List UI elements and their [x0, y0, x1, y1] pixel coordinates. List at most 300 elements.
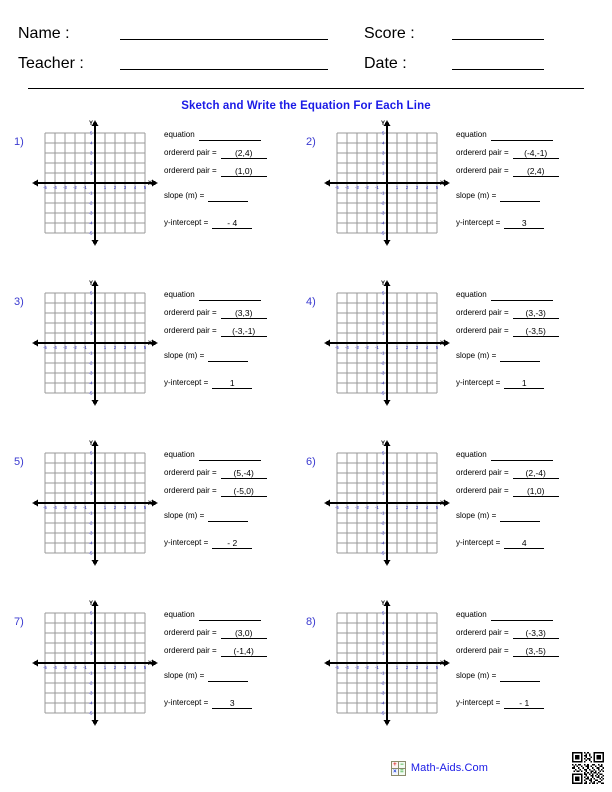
x-tick-label: -1 — [375, 665, 379, 671]
y-intercept-field — [456, 218, 598, 229]
equation-field — [456, 290, 598, 301]
y-tick-label: -4 — [88, 700, 93, 706]
y-tick-label: -2 — [88, 200, 93, 206]
slope-blank[interactable] — [208, 351, 248, 362]
y-intercept-label: y-intercept = — [456, 538, 501, 548]
ordered-pair-1-value: (-4,-1) — [524, 148, 548, 158]
ordered-pair-1-field — [164, 308, 306, 319]
x-tick-label: 2 — [405, 505, 409, 511]
problem-7 — [14, 600, 306, 760]
x-tick-label: 1 — [395, 505, 399, 511]
ordered-pair-2-label: ordererd pair = — [164, 166, 217, 176]
problem-row — [14, 280, 598, 440]
ordered-pair-2-field — [456, 486, 598, 497]
x-tick-label: -3 — [355, 505, 359, 511]
x-tick-label: 2 — [113, 345, 117, 351]
x-tick-label: -5 — [43, 665, 47, 671]
y-intercept-value: 4 — [521, 538, 527, 548]
problem-4 — [306, 280, 598, 440]
graph-area[interactable] — [32, 600, 158, 746]
slope-field — [456, 351, 598, 362]
slope-field — [164, 351, 306, 362]
y-tick-label: 3 — [90, 630, 93, 636]
equation-blank[interactable] — [199, 130, 261, 141]
x-tick-label: 1 — [103, 665, 107, 671]
ordered-pair-2-blank[interactable] — [513, 166, 559, 177]
x-tick-label: 2 — [405, 345, 409, 351]
ordered-pair-2-value: (-3,-1) — [232, 326, 256, 336]
y-tick-label: 1 — [90, 650, 93, 656]
ordered-pair-1-label: ordererd pair = — [456, 148, 509, 158]
slope-label: slope (m) = — [164, 351, 205, 361]
slope-blank[interactable] — [208, 191, 248, 202]
ordered-pair-1-blank[interactable] — [221, 628, 267, 639]
ordered-pair-2-field — [164, 166, 306, 177]
problem-grid — [0, 120, 612, 760]
y-intercept-blank[interactable] — [504, 698, 544, 709]
y-tick-label: -3 — [88, 690, 93, 696]
ordered-pair-2-value: (-1,4) — [233, 646, 254, 656]
y-tick-label: -5 — [88, 390, 93, 396]
equation-label: equation — [164, 450, 195, 460]
y-tick-label: -2 — [380, 520, 385, 526]
equation-blank[interactable] — [199, 610, 261, 621]
y-tick-label: -4 — [380, 380, 385, 386]
y-intercept-value: 1 — [521, 378, 527, 388]
problem-1 — [14, 120, 306, 280]
y-tick-label: 2 — [90, 160, 93, 166]
y-tick-label: -5 — [380, 550, 385, 556]
slope-field — [456, 511, 598, 522]
y-intercept-label: y-intercept = — [164, 698, 209, 708]
x-tick-label: 3 — [415, 185, 419, 191]
answer-fields — [450, 280, 598, 440]
y-tick-label: 4 — [382, 300, 385, 306]
x-tick-label: -5 — [335, 185, 339, 191]
y-intercept-blank[interactable] — [504, 378, 544, 389]
ordered-pair-1-blank[interactable] — [513, 308, 559, 319]
y-axis-letter: Y — [89, 281, 94, 287]
ordered-pair-1-label: ordererd pair = — [456, 468, 509, 478]
y-tick-label: -5 — [380, 390, 385, 396]
ordered-pair-1-label: ordererd pair = — [456, 628, 509, 638]
x-tick-label: 5 — [143, 185, 147, 191]
brand-label: Math-Aids.Com — [410, 762, 488, 774]
y-tick-label: -5 — [88, 710, 93, 716]
problem-number: 2) — [306, 136, 316, 148]
y-intercept-value: 1 — [229, 378, 235, 388]
x-tick-label: -1 — [83, 665, 87, 671]
equation-blank[interactable] — [199, 450, 261, 461]
y-tick-label: 3 — [90, 310, 93, 316]
y-intercept-field — [456, 378, 598, 389]
coordinate-grid-svg — [324, 120, 450, 246]
x-tick-label: 3 — [415, 665, 419, 671]
plus-icon: + — [393, 761, 397, 768]
slope-label: slope (m) = — [164, 671, 205, 681]
y-axis-letter: Y — [89, 441, 94, 447]
equation-field — [164, 290, 306, 301]
y-tick-label: -1 — [380, 510, 385, 516]
x-tick-label: 5 — [435, 185, 439, 191]
ordered-pair-2-blank[interactable] — [221, 166, 267, 177]
y-intercept-value: - 4 — [227, 218, 238, 228]
y-tick-label: 2 — [90, 320, 93, 326]
x-tick-label: 5 — [143, 345, 147, 351]
equation-label: equation — [456, 130, 487, 140]
graph-area[interactable] — [324, 120, 450, 266]
x-axis-letter: X — [440, 341, 445, 347]
ordered-pair-1-blank[interactable] — [513, 628, 559, 639]
ordered-pair-2-field — [456, 326, 598, 337]
ordered-pair-1-field — [456, 468, 598, 479]
y-intercept-label: y-intercept = — [456, 698, 501, 708]
x-tick-label: -1 — [375, 345, 379, 351]
x-tick-label: 5 — [435, 505, 439, 511]
y-tick-label: -5 — [380, 710, 385, 716]
header-row-teacher — [18, 44, 594, 74]
y-tick-label: -4 — [88, 380, 93, 386]
y-tick-label: 3 — [90, 150, 93, 156]
y-intercept-field — [164, 378, 306, 389]
graph-area[interactable] — [32, 280, 158, 426]
x-tick-label: 5 — [143, 665, 147, 671]
problem-6 — [306, 440, 598, 600]
ordered-pair-1-label: ordererd pair = — [456, 308, 509, 318]
ordered-pair-1-label: ordererd pair = — [164, 148, 217, 158]
y-tick-label: 1 — [90, 330, 93, 336]
qr-code-svg — [572, 752, 604, 784]
calculator-icon — [391, 761, 406, 776]
slope-field — [456, 671, 598, 682]
x-tick-label: -2 — [365, 505, 369, 511]
qr-code-icon — [572, 752, 604, 784]
ordered-pair-2-value: (-3,5) — [525, 326, 546, 336]
x-tick-label: 3 — [415, 345, 419, 351]
ordered-pair-1-label: ordererd pair = — [164, 308, 217, 318]
problem-number: 8) — [306, 616, 316, 628]
ordered-pair-2-field — [456, 646, 598, 657]
equation-label: equation — [456, 450, 487, 460]
ordered-pair-2-field — [456, 166, 598, 177]
ordered-pair-1-blank[interactable] — [513, 468, 559, 479]
equation-field — [164, 130, 306, 141]
coordinate-grid-svg — [324, 440, 450, 566]
y-tick-label: -3 — [380, 530, 385, 536]
graph-area[interactable] — [32, 120, 158, 266]
ordered-pair-2-blank[interactable] — [513, 326, 559, 337]
problem-8 — [306, 600, 598, 760]
ordered-pair-1-label: ordererd pair = — [164, 468, 217, 478]
x-tick-label: 4 — [425, 505, 429, 511]
x-axis-letter: X — [148, 661, 153, 667]
x-tick-label: -1 — [375, 505, 379, 511]
ordered-pair-1-field — [456, 308, 598, 319]
y-tick-label: 2 — [90, 640, 93, 646]
ordered-pair-2-blank[interactable] — [513, 486, 559, 497]
ordered-pair-1-value: (2,4) — [234, 148, 253, 158]
slope-label: slope (m) = — [164, 191, 205, 201]
y-tick-label: -4 — [88, 540, 93, 546]
x-axis-letter: X — [440, 181, 445, 187]
x-tick-label: 2 — [113, 185, 117, 191]
x-tick-label: -5 — [335, 345, 339, 351]
x-tick-label: -4 — [345, 505, 349, 511]
y-intercept-value: - 1 — [519, 698, 530, 708]
slope-field — [164, 191, 306, 202]
y-tick-label: 4 — [382, 140, 385, 146]
ordered-pair-1-field — [456, 628, 598, 639]
y-tick-label: 2 — [382, 160, 385, 166]
ordered-pair-1-blank[interactable] — [221, 148, 267, 159]
x-tick-label: 4 — [133, 185, 137, 191]
equation-field — [164, 450, 306, 461]
y-intercept-blank[interactable] — [504, 538, 544, 549]
ordered-pair-1-value: (2,-4) — [525, 468, 546, 478]
slope-label: slope (m) = — [456, 351, 497, 361]
y-tick-label: 5 — [90, 450, 93, 456]
equation-blank[interactable] — [491, 130, 553, 141]
y-tick-label: -1 — [380, 190, 385, 196]
slope-label: slope (m) = — [456, 671, 497, 681]
x-tick-label: 1 — [103, 505, 107, 511]
y-axis-letter: Y — [381, 601, 386, 607]
x-tick-label: 1 — [103, 345, 107, 351]
x-axis-letter: X — [440, 661, 445, 667]
page-title: Sketch and Write the Equation For Each Line — [181, 100, 431, 112]
x-tick-label: -2 — [73, 665, 77, 671]
y-tick-label: 4 — [382, 620, 385, 626]
ordered-pair-2-field — [164, 326, 306, 337]
teacher-label: Teacher : — [18, 55, 84, 72]
x-axis-letter: X — [148, 501, 153, 507]
x-tick-label: -3 — [63, 505, 67, 511]
y-intercept-value: - 2 — [227, 538, 238, 548]
coordinate-grid-svg — [324, 280, 450, 406]
brand[interactable] — [391, 761, 488, 776]
ordered-pair-2-blank[interactable] — [221, 486, 267, 497]
y-tick-label: -2 — [380, 680, 385, 686]
ordered-pair-2-label: ordererd pair = — [164, 326, 217, 336]
y-intercept-field — [456, 538, 598, 549]
score-input-line[interactable] — [452, 39, 544, 40]
equation-field — [456, 130, 598, 141]
x-tick-label: 2 — [405, 185, 409, 191]
x-tick-label: -4 — [53, 665, 57, 671]
ordered-pair-1-value: (3,3) — [234, 308, 253, 318]
y-intercept-blank[interactable] — [212, 218, 252, 229]
y-intercept-field — [164, 538, 306, 549]
y-tick-label: -3 — [88, 370, 93, 376]
x-tick-label: -1 — [375, 185, 379, 191]
x-axis-letter: X — [148, 181, 153, 187]
ordered-pair-1-blank[interactable] — [513, 148, 559, 159]
equation-field — [456, 450, 598, 461]
y-intercept-blank[interactable] — [212, 538, 252, 549]
slope-blank[interactable] — [500, 351, 540, 362]
y-tick-label: -1 — [88, 190, 93, 196]
x-tick-label: -4 — [53, 505, 57, 511]
y-intercept-blank[interactable] — [212, 378, 252, 389]
ordered-pair-2-label: ordererd pair = — [164, 486, 217, 496]
x-tick-label: 4 — [133, 505, 137, 511]
equation-field — [456, 610, 598, 621]
ordered-pair-2-field — [164, 646, 306, 657]
x-tick-label: -2 — [365, 185, 369, 191]
problem-5 — [14, 440, 306, 600]
y-intercept-blank[interactable] — [212, 698, 252, 709]
y-axis-letter: Y — [381, 441, 386, 447]
ordered-pair-2-value: (3,-5) — [525, 646, 546, 656]
y-tick-label: -4 — [88, 220, 93, 226]
equation-blank[interactable] — [491, 290, 553, 301]
equation-field — [164, 610, 306, 621]
score-label: Score : — [364, 25, 415, 42]
ordered-pair-2-label: ordererd pair = — [164, 646, 217, 656]
ordered-pair-2-blank[interactable] — [221, 646, 267, 657]
y-tick-label: -2 — [380, 200, 385, 206]
x-tick-label: 1 — [395, 665, 399, 671]
y-intercept-label: y-intercept = — [456, 218, 501, 228]
y-intercept-label: y-intercept = — [164, 538, 209, 548]
problem-number: 7) — [14, 616, 24, 628]
slope-field — [164, 511, 306, 522]
y-tick-label: -2 — [88, 360, 93, 366]
x-tick-label: -4 — [345, 665, 349, 671]
slope-blank[interactable] — [208, 671, 248, 682]
answer-fields — [158, 120, 306, 280]
coordinate-grid-svg — [32, 280, 158, 406]
y-intercept-blank[interactable] — [504, 218, 544, 229]
header-row-name — [18, 14, 594, 44]
equation-label: equation — [164, 610, 195, 620]
equation-blank[interactable] — [199, 290, 261, 301]
x-tick-label: -3 — [355, 185, 359, 191]
y-tick-label: 4 — [90, 140, 93, 146]
y-intercept-value: 3 — [229, 698, 235, 708]
ordered-pair-2-blank[interactable] — [513, 646, 559, 657]
graph-area[interactable] — [324, 440, 450, 586]
y-tick-label: 1 — [90, 170, 93, 176]
graph-area[interactable] — [324, 280, 450, 426]
y-tick-label: -1 — [88, 350, 93, 356]
equation-blank[interactable] — [491, 450, 553, 461]
equation-label: equation — [164, 130, 195, 140]
slope-blank[interactable] — [500, 191, 540, 202]
slope-blank[interactable] — [208, 511, 248, 522]
y-intercept-label: y-intercept = — [164, 218, 209, 228]
x-tick-label: -5 — [43, 185, 47, 191]
ordered-pair-2-value: (1,0) — [526, 486, 545, 496]
y-tick-label: -2 — [88, 680, 93, 686]
y-tick-label: 2 — [382, 480, 385, 486]
y-tick-label: -5 — [88, 230, 93, 236]
y-tick-label: -3 — [380, 210, 385, 216]
y-intercept-label: y-intercept = — [456, 378, 501, 388]
x-tick-label: 4 — [425, 345, 429, 351]
answer-fields — [158, 280, 306, 440]
ordered-pair-2-value: (-5,0) — [233, 486, 254, 496]
equals-icon: = — [400, 768, 404, 775]
y-tick-label: 3 — [382, 470, 385, 476]
x-tick-label: -2 — [365, 665, 369, 671]
ordered-pair-2-label: ordererd pair = — [456, 166, 509, 176]
x-tick-label: 4 — [425, 665, 429, 671]
y-tick-label: -3 — [380, 370, 385, 376]
y-tick-label: 1 — [90, 490, 93, 496]
x-tick-label: -2 — [73, 185, 77, 191]
slope-field — [164, 671, 306, 682]
x-tick-label: -1 — [83, 345, 87, 351]
y-tick-label: 3 — [90, 470, 93, 476]
page-footer — [0, 752, 612, 784]
ordered-pair-2-blank[interactable] — [221, 326, 267, 337]
equation-label: equation — [456, 290, 487, 300]
slope-blank[interactable] — [500, 511, 540, 522]
ordered-pair-1-field — [164, 628, 306, 639]
y-axis-letter: Y — [381, 281, 386, 287]
x-axis-letter: X — [440, 501, 445, 507]
x-tick-label: -4 — [345, 345, 349, 351]
date-input-line[interactable] — [452, 69, 544, 70]
teacher-input-line[interactable] — [120, 69, 328, 70]
x-tick-label: -4 — [345, 185, 349, 191]
y-tick-label: -4 — [380, 540, 385, 546]
x-tick-label: 3 — [123, 185, 127, 191]
x-tick-label: 3 — [123, 345, 127, 351]
x-tick-label: -3 — [63, 665, 67, 671]
problem-3 — [14, 280, 306, 440]
slope-label: slope (m) = — [456, 511, 497, 521]
name-input-line[interactable] — [120, 39, 328, 40]
x-tick-label: 2 — [405, 665, 409, 671]
problem-row — [14, 440, 598, 600]
x-tick-label: -3 — [63, 345, 67, 351]
y-tick-label: -2 — [380, 360, 385, 366]
answer-fields — [158, 440, 306, 600]
ordered-pair-1-blank[interactable] — [221, 308, 267, 319]
y-tick-label: 4 — [90, 620, 93, 626]
x-tick-label: 1 — [395, 185, 399, 191]
problem-number: 5) — [14, 456, 24, 468]
x-tick-label: 4 — [425, 185, 429, 191]
x-tick-label: 2 — [113, 665, 117, 671]
y-axis-letter: Y — [89, 601, 94, 607]
y-tick-label: 4 — [382, 460, 385, 466]
y-tick-label: -1 — [380, 350, 385, 356]
x-tick-label: -1 — [83, 505, 87, 511]
ordered-pair-2-label: ordererd pair = — [456, 486, 509, 496]
y-tick-label: 5 — [90, 130, 93, 136]
y-tick-label: -3 — [88, 530, 93, 536]
graph-area[interactable] — [32, 440, 158, 586]
graph-area[interactable] — [324, 600, 450, 746]
ordered-pair-2-value: (1,0) — [234, 166, 253, 176]
equation-label: equation — [164, 290, 195, 300]
y-axis-letter: Y — [89, 121, 94, 127]
x-tick-label: 5 — [435, 665, 439, 671]
y-intercept-label: y-intercept = — [164, 378, 209, 388]
y-tick-label: -4 — [380, 220, 385, 226]
ordered-pair-2-value: (2,4) — [526, 166, 545, 176]
equation-blank[interactable] — [491, 610, 553, 621]
ordered-pair-2-label: ordererd pair = — [456, 646, 509, 656]
y-intercept-field — [164, 698, 306, 709]
ordered-pair-1-blank[interactable] — [221, 468, 267, 479]
x-tick-label: -5 — [43, 345, 47, 351]
problem-row — [14, 120, 598, 280]
slope-blank[interactable] — [500, 671, 540, 682]
